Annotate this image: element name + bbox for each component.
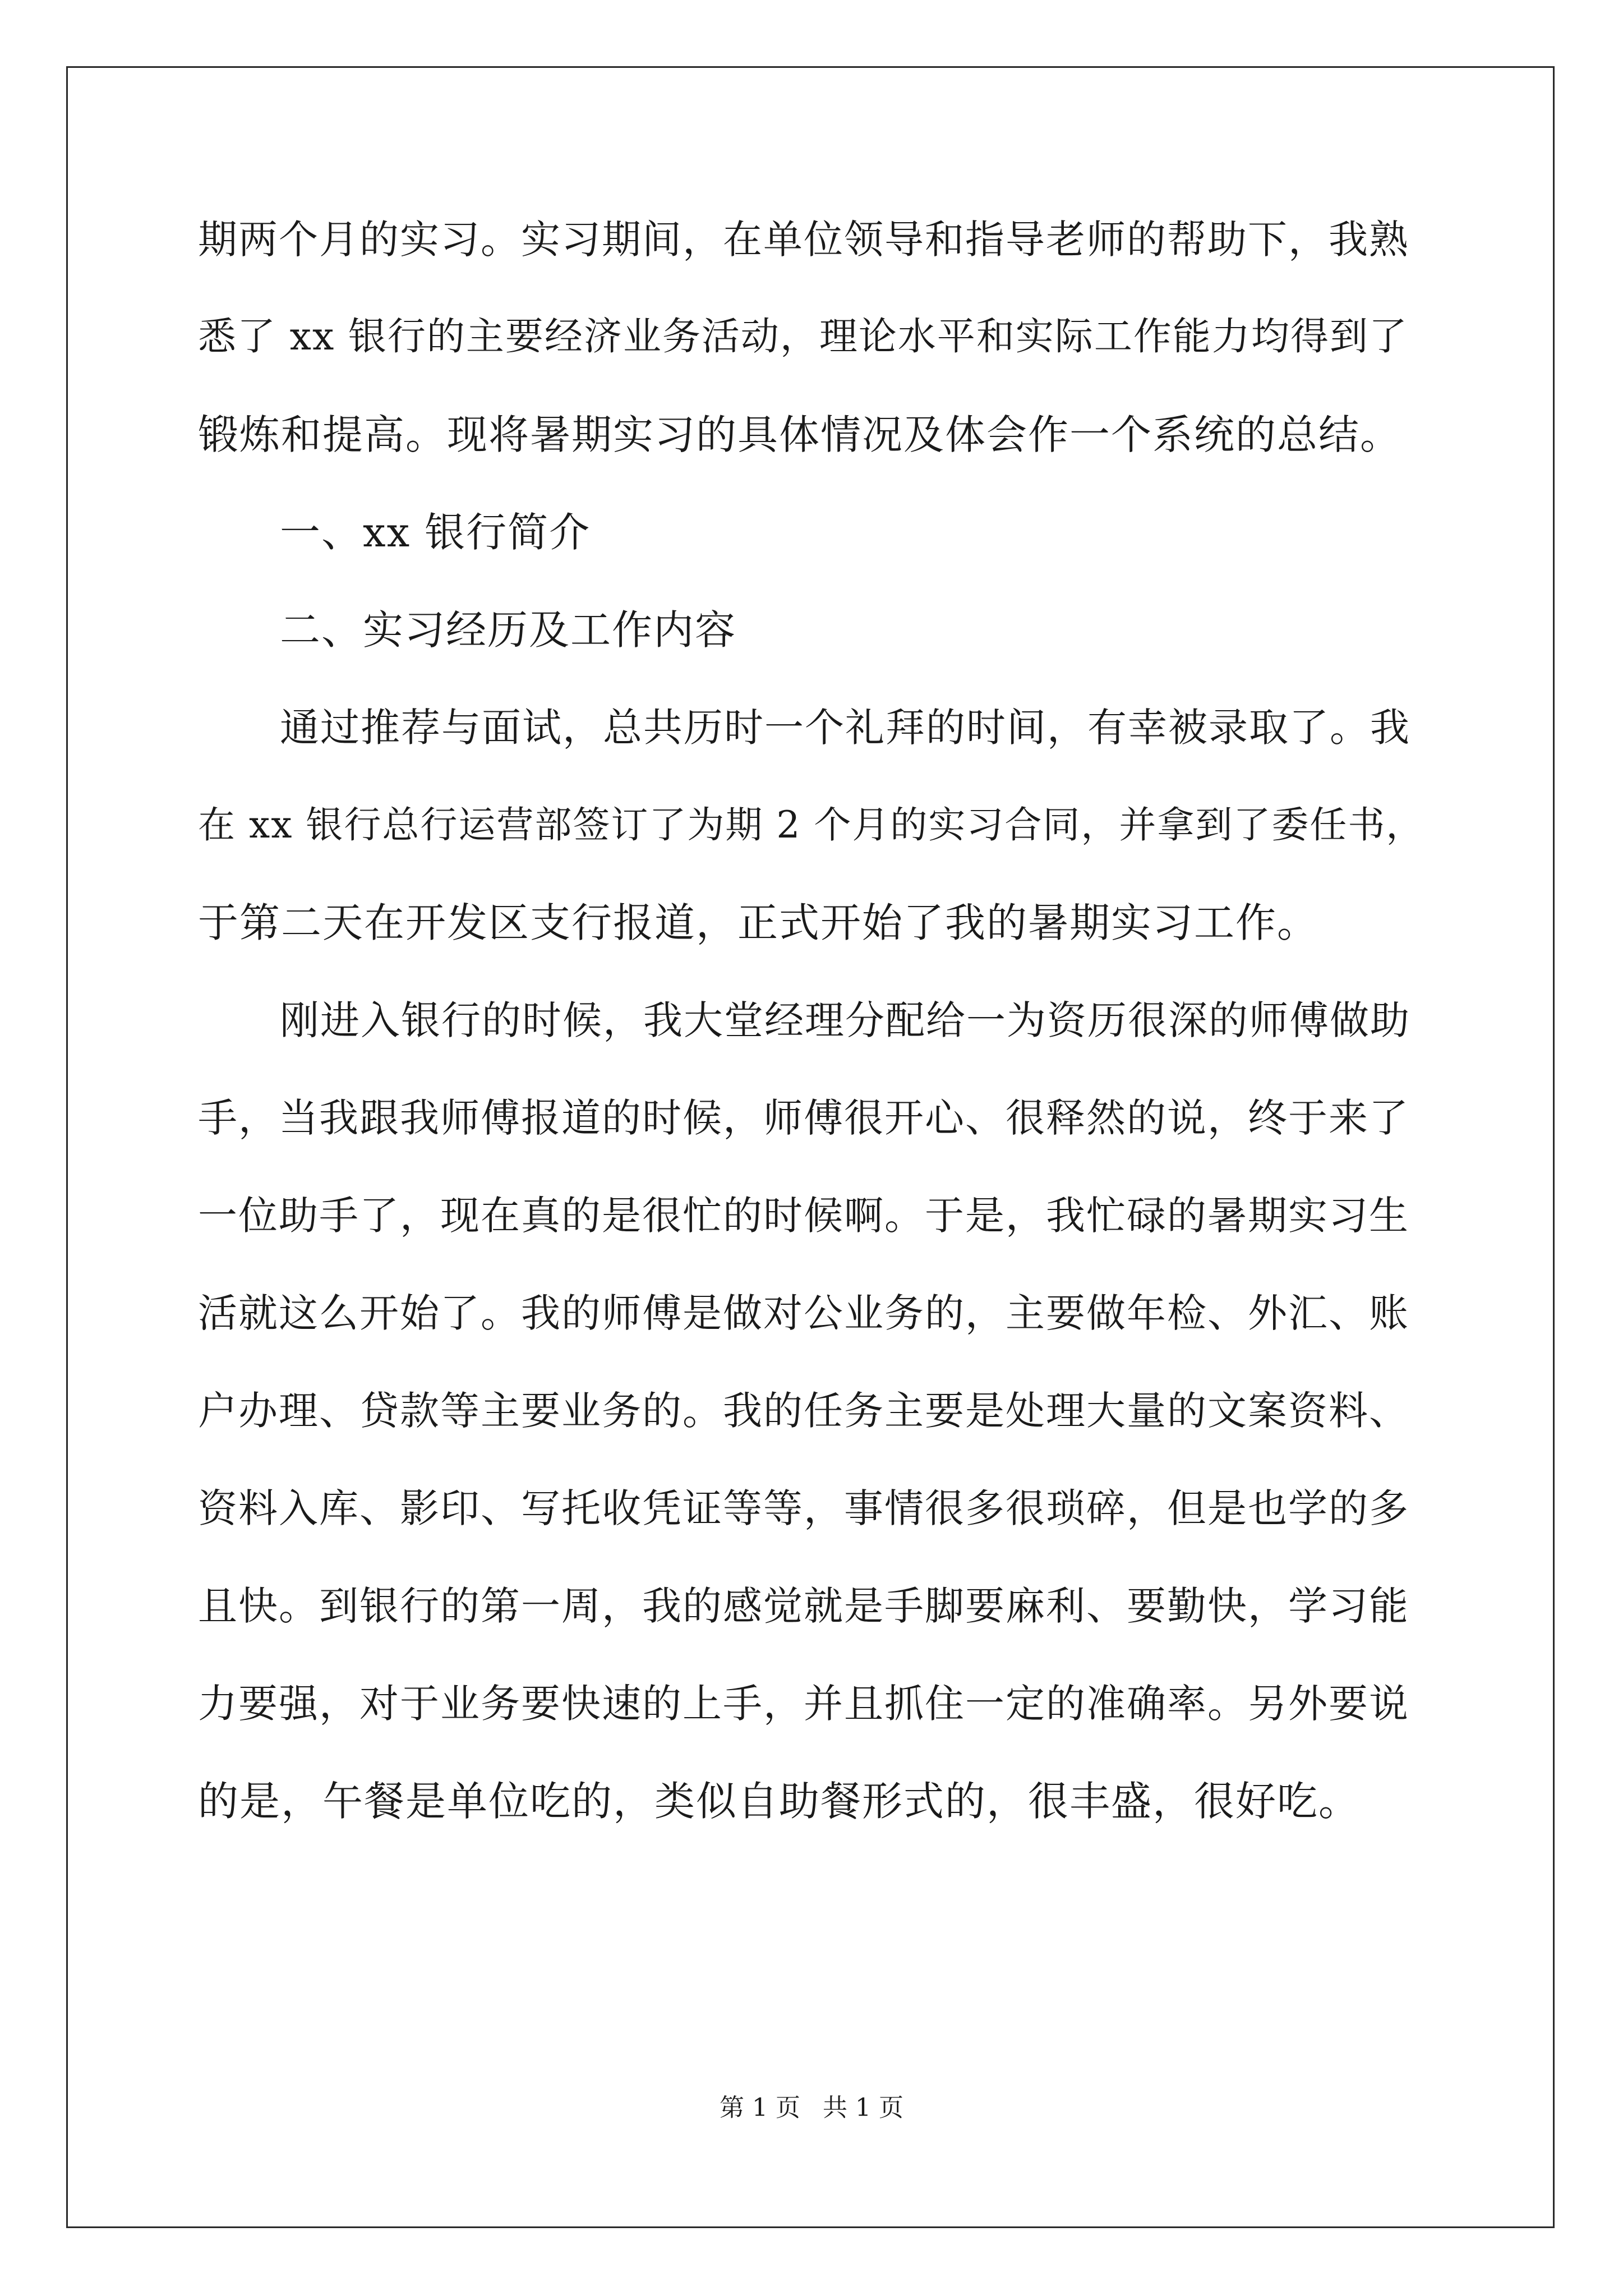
text-line: 通过推荐与面试，总共历时一个礼拜的时间，有幸被录取了。我 — [280, 705, 1410, 751]
section-heading — [198, 581, 1425, 679]
text-line: 户办理、贷款等主要业务的。我的任务主要是处理大量的文案资料、 — [198, 1388, 1409, 1434]
text-line: 资料入库、影印、写托收凭证等等，事情很多很琐碎，但是也学的多 — [198, 1485, 1409, 1531]
text-line: 悉了 xx 银行的主要经济业务活动，理论水平和实际工作能力均得到了 — [198, 315, 1408, 359]
section-heading-text: 二、实习经历及工作内容 — [280, 606, 737, 654]
text-line: 手，当我跟我师傅报道的时候，师傅很开心、很释然的说，终于来了 — [198, 1095, 1409, 1141]
page-footer — [0, 2091, 1623, 2125]
paragraph — [198, 191, 1425, 484]
section-heading — [198, 484, 1425, 581]
document-body — [198, 191, 1425, 1850]
page-total: 共 1 页 — [823, 2093, 903, 2122]
text-line: 且快。到银行的第一周，我的感觉就是手脚要麻利、要勤快，学习能 — [198, 1583, 1409, 1629]
text-line: 一位助手了，现在真的是很忙的时候啊。于是，我忙碌的暑期实习生 — [198, 1193, 1409, 1239]
paragraph — [198, 679, 1425, 972]
text-line: 力要强，对于业务要快速的上手，并且抓住一定的准确率。另外要说 — [198, 1681, 1409, 1727]
text-line: 活就这么开始了。我的师傅是做对公业务的，主要做年检、外汇、账 — [198, 1290, 1409, 1336]
text-line: 于第二天在开发区支行报道，正式开始了我的暑期实习工作。 — [198, 899, 1319, 946]
text-line: 锻炼和提高。现将暑期实习的具体情况及体会作一个系统的总结。 — [198, 411, 1402, 458]
text-line: 的是，午餐是单位吃的，类似自助餐形式的，很丰盛，很好吃。 — [198, 1778, 1361, 1825]
paragraph — [198, 972, 1425, 1850]
page-number: 第 1 页 — [720, 2093, 800, 2122]
section-heading-text: 一、xx 银行简介 — [280, 509, 591, 556]
text-line: 在 xx 银行总行运营部签订了为期 2 个月的实习合同，并拿到了委任书， — [198, 803, 1424, 846]
text-line: 期两个月的实习。实习期间，在单位领导和指导老师的帮助下，我熟 — [198, 217, 1409, 263]
text-line: 刚进入银行的时候，我大堂经理分配给一为资历很深的师傅做助 — [280, 997, 1410, 1043]
